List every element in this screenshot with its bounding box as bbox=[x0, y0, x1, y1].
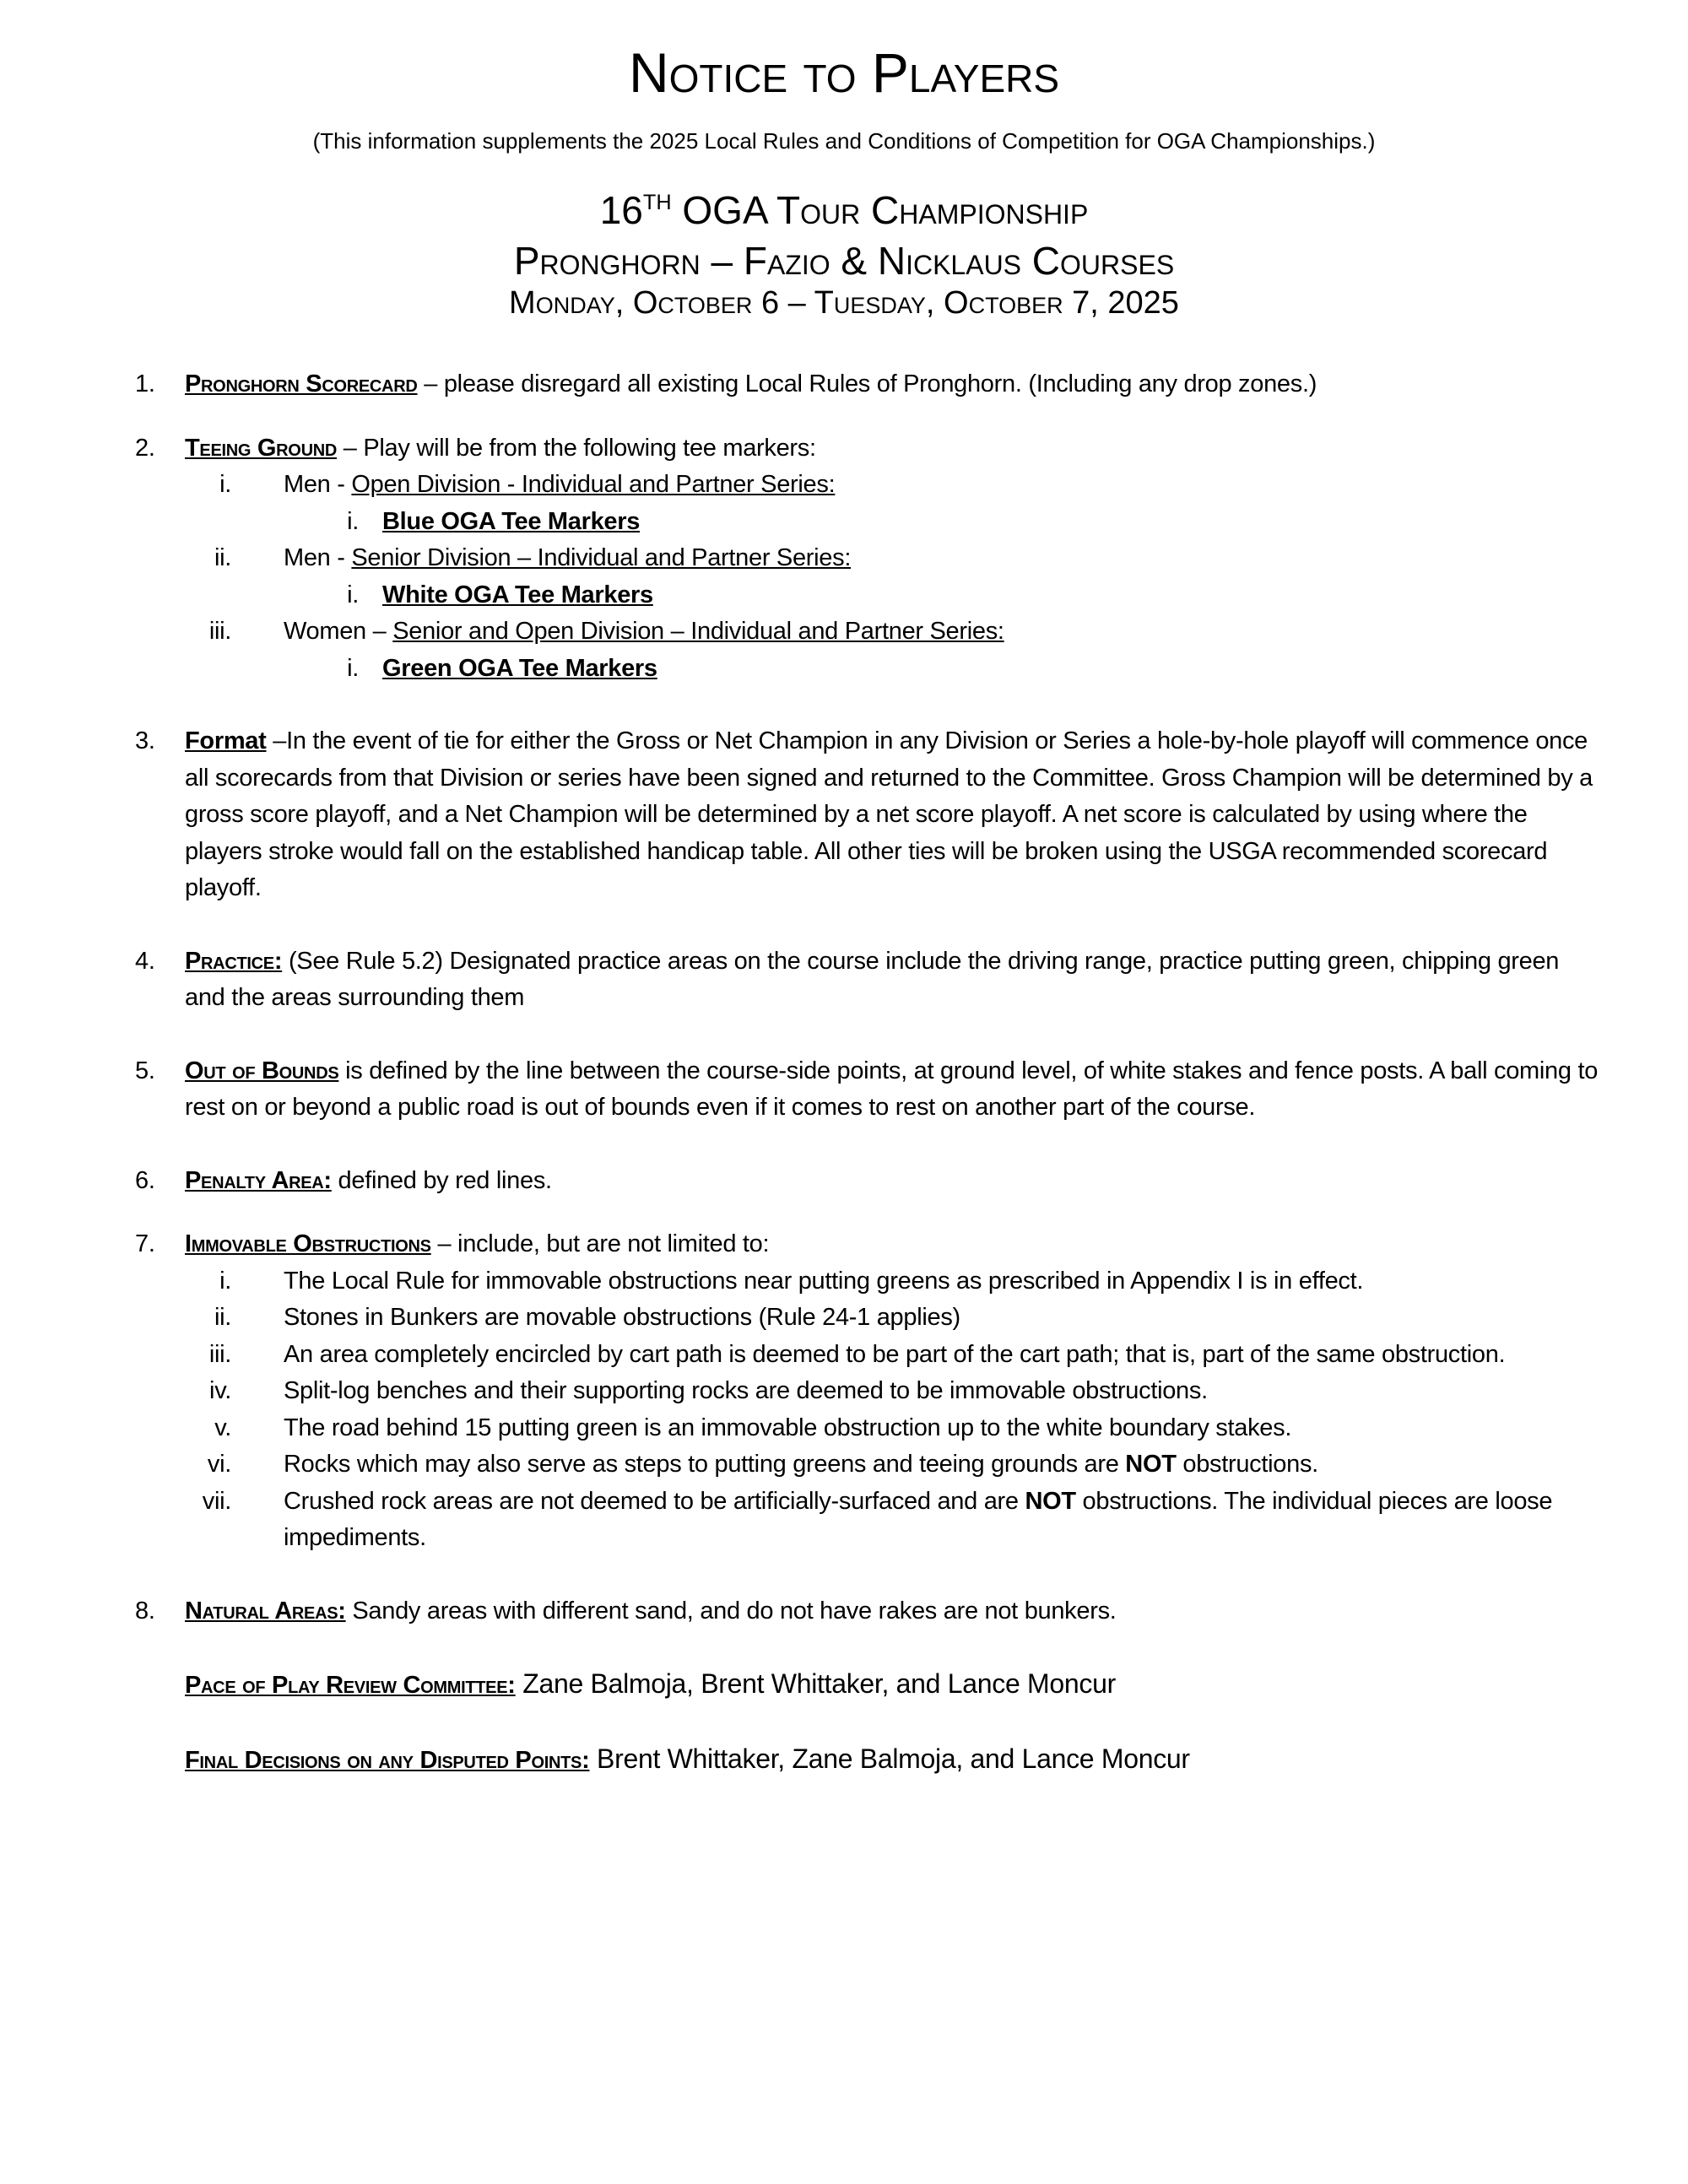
rule-item-2 bbox=[135, 430, 1604, 468]
sub-number: i. bbox=[347, 507, 359, 535]
sub-number: iii. bbox=[208, 618, 231, 645]
division-label: Open Division - Individual and Partner Series: bbox=[351, 471, 836, 498]
sub-number: v. bbox=[214, 1414, 231, 1441]
item-number: 3. bbox=[135, 727, 155, 754]
tee-marker bbox=[135, 504, 1604, 541]
item-text: Sandy areas with different sand, and do not have rakes are not bunkers. bbox=[345, 1597, 1117, 1624]
sub-text: The road behind 15 putting green is an immovable obstruction up to the white boundary stakes. bbox=[284, 1414, 1292, 1441]
pace-of-play-committee bbox=[135, 1666, 1604, 1705]
sub-text: An area completely encircled by cart path is deemed to be part of the cart path; that is, part of the same obstruction. bbox=[284, 1340, 1506, 1368]
obstruction-item bbox=[135, 1410, 1604, 1447]
obstruction-item bbox=[135, 1337, 1604, 1374]
emphasis: NOT bbox=[1125, 1451, 1177, 1478]
item-text: –In the event of tie for either the Gross or Net Champion in any Division or Series a hole-by-hole playoff will commence once all scorecards from that Division or series have been signed and returned to the Committee. Gross Champion will be determined by a gross score playoff, and a Net Champion will be determined by a net score playoff. A net score is calculated by using where the players stroke would fall on the established handicap table. All other ties will be broken using the USGA recommended scorecard playoff. bbox=[185, 727, 1593, 901]
item-heading: Format bbox=[185, 727, 267, 754]
item-number: 8. bbox=[135, 1597, 155, 1624]
committee-members: Brent Whittaker, Zane Balmoja, and Lance Moncur bbox=[589, 1743, 1190, 1774]
marker-label: Green OGA Tee Markers bbox=[382, 654, 657, 682]
marker-label: Blue OGA Tee Markers bbox=[382, 507, 641, 535]
tee-division bbox=[135, 614, 1604, 651]
venue: Pronghorn – Fazio & Nicklaus Courses bbox=[513, 239, 1175, 283]
division-label: Senior and Open Division – Individual and Partner Series: bbox=[392, 618, 1004, 645]
sub-number: i. bbox=[347, 581, 359, 608]
sub-text: Stones in Bunkers are movable obstructions (Rule 24-1 applies) bbox=[284, 1304, 960, 1331]
rule-item-8 bbox=[135, 1593, 1604, 1630]
item-number: 2. bbox=[135, 434, 155, 462]
item-text: is defined by the line between the course-side points, at ground level, of white stakes and fence posts. A ball coming to rest on or beyond a public road is out of bounds even if it comes to rest on another part of the course. bbox=[185, 1057, 1599, 1121]
item-heading: Out of Bounds bbox=[185, 1057, 339, 1084]
page-title: Notice to Players bbox=[628, 41, 1060, 104]
rule-item-4 bbox=[135, 943, 1604, 1017]
item-heading: Practice: bbox=[185, 947, 283, 975]
marker-label: White OGA Tee Markers bbox=[382, 581, 653, 608]
division-gender: Women – bbox=[284, 618, 393, 645]
obstruction-item bbox=[135, 1300, 1604, 1337]
obstruction-item bbox=[135, 1263, 1604, 1300]
sub-number: vi. bbox=[207, 1451, 231, 1478]
obstruction-item bbox=[135, 1484, 1604, 1557]
emphasis: NOT bbox=[1025, 1487, 1076, 1515]
sub-text: Rocks which may also serve as steps to putting greens and teeing grounds are bbox=[284, 1451, 1126, 1478]
rules-list bbox=[135, 366, 1604, 1779]
sub-text: Split-log benches and their supporting rocks are deemed to be immovable obstructions. bbox=[284, 1377, 1208, 1404]
sub-text: The Local Rule for immovable obstructions near putting greens as prescribed in Appendix I is in effect. bbox=[284, 1267, 1364, 1295]
sub-text: Crushed rock areas are not deemed to be artificially-surfaced and are bbox=[284, 1487, 1025, 1515]
sub-number: i. bbox=[219, 471, 231, 498]
item-number: 1. bbox=[135, 370, 155, 397]
sub-number: vii. bbox=[202, 1487, 231, 1515]
item-number: 7. bbox=[135, 1230, 155, 1257]
item-number: 6. bbox=[135, 1166, 155, 1194]
tee-division bbox=[135, 467, 1604, 504]
committee-heading: Pace of Play Review Committee: bbox=[185, 1672, 516, 1699]
tee-marker bbox=[135, 651, 1604, 688]
sub-number: i. bbox=[219, 1267, 231, 1295]
item-heading: Penalty Area: bbox=[185, 1166, 332, 1194]
item-heading: Natural Areas: bbox=[185, 1597, 346, 1624]
sub-number: iv. bbox=[209, 1377, 231, 1404]
dates: Monday, October 6 – Tuesday, October 7, 2025 bbox=[509, 285, 1179, 321]
item-text: – Play will be from the following tee markers: bbox=[337, 434, 816, 462]
division-label: Senior Division – Individual and Partner Series: bbox=[351, 544, 852, 571]
item-text: (See Rule 5.2) Designated practice areas on the course include the driving range, practice putting green, chipping green and the areas surrounding them bbox=[185, 947, 1560, 1011]
obstruction-item bbox=[135, 1373, 1604, 1410]
rule-item-7 bbox=[135, 1226, 1604, 1263]
committee-heading: Final Decisions on any Disputed Points: bbox=[185, 1746, 590, 1774]
item-text: defined by red lines. bbox=[331, 1166, 552, 1194]
sub-text: obstructions. bbox=[1176, 1451, 1318, 1478]
sub-number: ii. bbox=[214, 544, 231, 571]
item-number: 4. bbox=[135, 947, 155, 975]
subtitle: (This information supplements the 2025 Local Rules and Conditions of Competition for OGA Championships.) bbox=[312, 128, 1376, 154]
item-text: – please disregard all existing Local Rules of Pronghorn. (Including any drop zones.) bbox=[417, 370, 1317, 397]
event-suffix: TH bbox=[642, 191, 672, 214]
sub-number: iii. bbox=[208, 1340, 231, 1368]
sub-number: i. bbox=[347, 654, 359, 682]
committee-members: Zane Balmoja, Brent Whittaker, and Lance Moncur bbox=[515, 1668, 1116, 1699]
rule-item-5 bbox=[135, 1053, 1604, 1127]
item-heading: Pronghorn Scorecard bbox=[185, 370, 418, 397]
item-text: – include, but are not limited to: bbox=[430, 1230, 770, 1257]
obstruction-item bbox=[135, 1446, 1604, 1484]
sub-text: obstructions. The individual pieces are loose impediments. bbox=[284, 1487, 1553, 1551]
event-number: 16 bbox=[599, 188, 643, 232]
event-name bbox=[0, 187, 1688, 233]
item-number: 5. bbox=[135, 1057, 155, 1084]
item-heading: Teeing Ground bbox=[185, 434, 337, 462]
rule-item-6 bbox=[135, 1163, 1604, 1200]
item-heading: Immovable Obstructions bbox=[185, 1230, 431, 1257]
division-gender: Men - bbox=[284, 544, 352, 571]
tee-marker bbox=[135, 577, 1604, 614]
final-decisions-committee bbox=[135, 1741, 1604, 1780]
rule-item-3 bbox=[135, 723, 1604, 907]
event-title: OGA Tour Championship bbox=[682, 188, 1089, 232]
rule-item-1 bbox=[135, 366, 1604, 403]
sub-number: ii. bbox=[214, 1304, 231, 1331]
division-gender: Men - bbox=[284, 471, 352, 498]
tee-division bbox=[135, 540, 1604, 577]
